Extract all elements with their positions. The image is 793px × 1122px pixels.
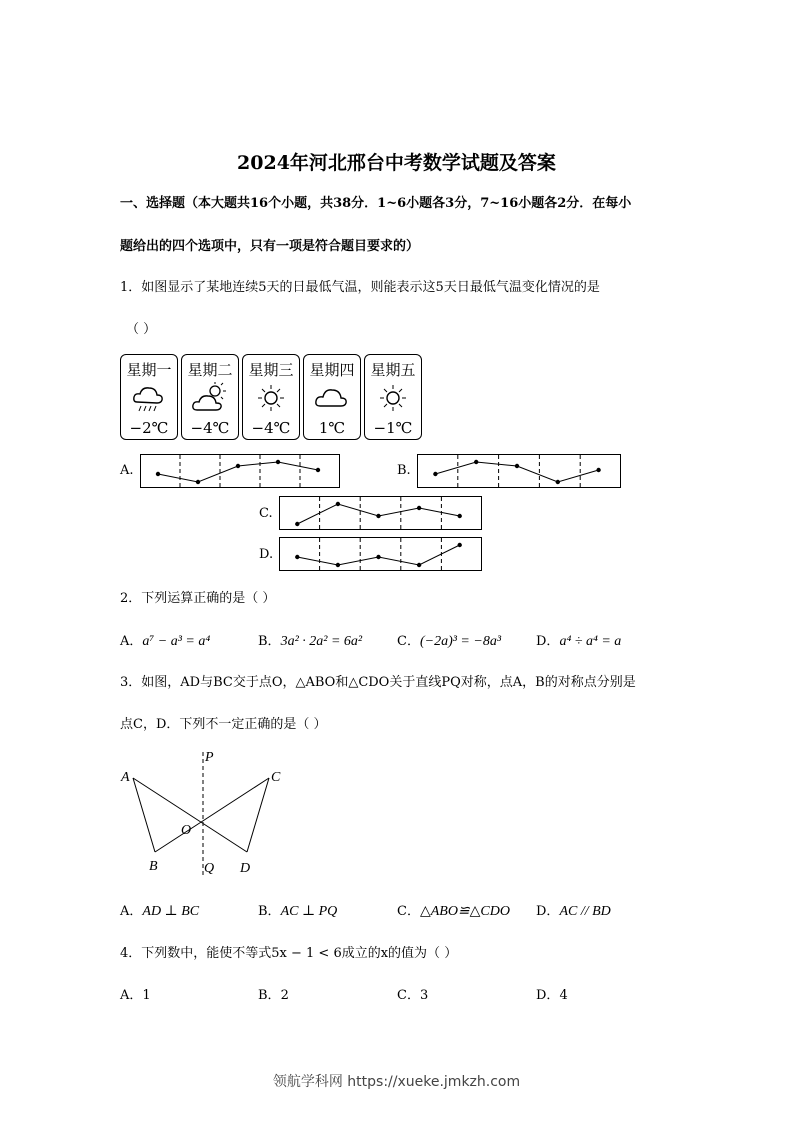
graph-point (417, 563, 421, 567)
graph-point (474, 460, 478, 464)
weather-card-3 (242, 354, 300, 440)
graph-point (236, 464, 240, 468)
q1-stem: 1．如图显示了某地连续5天的日最低气温，则能表示这5天日最低气温变化情况的是 (120, 280, 600, 295)
weather-temp: −4℃ (251, 419, 291, 437)
q1-option-c-label: C. (259, 506, 273, 521)
q4-option-d: D．4 (536, 988, 568, 1003)
q1-option-c-graph (279, 496, 482, 530)
graph-frame (280, 538, 482, 571)
q2-option-b: B．3a² · 2a² = 6a² (258, 634, 363, 649)
q1-option-a-label: A. (120, 463, 134, 478)
graph-frame (280, 497, 482, 530)
sun-icon (253, 382, 289, 414)
q2-option-c: C．(−2a)³ = −8a³ (397, 634, 502, 649)
graph-point (295, 555, 299, 559)
label-p: P (205, 750, 214, 765)
graph-point (376, 555, 380, 559)
weather-card-1 (120, 354, 178, 440)
q4-option-b: B．2 (258, 988, 289, 1003)
q1-option-a-graph (140, 454, 340, 488)
segment-ab (133, 778, 155, 852)
graph-point (156, 472, 160, 476)
weather-day: 星期三 (248, 361, 294, 379)
graph-point (596, 468, 600, 472)
q2-option-d: D．a⁴ ÷ a⁴ = a (536, 634, 622, 649)
q3-option-a: A．AD ⊥ BC (120, 904, 200, 919)
q1-answer-paren: （ ） (126, 322, 157, 337)
graph-point (316, 468, 320, 472)
sun-cloud-icon (192, 382, 228, 414)
graph-frame (141, 455, 340, 488)
weather-card-2 (181, 354, 239, 440)
weather-day: 星期二 (187, 361, 233, 379)
cloud-icon (314, 382, 350, 414)
label-b: B (149, 859, 158, 874)
weather-day: 星期一 (126, 361, 172, 379)
sun-icon (375, 382, 411, 414)
graph-point (417, 506, 421, 510)
weather-card-5 (364, 354, 422, 440)
rain-cloud-icon (131, 382, 167, 414)
graph-point (336, 563, 340, 567)
segment-cd (247, 778, 269, 852)
q2-option-a: A．a⁷ − a³ = a⁴ (120, 634, 211, 649)
q3-stem-line2: 点C，D．下列不一定正确的是（ ） (120, 717, 327, 732)
section-heading-line1: 一、选择题（本大题共16个小题，共38分．1~6小题各3分，7~16小题各2分．在每小 (120, 196, 632, 211)
q1-option-b-graph (417, 454, 621, 488)
label-a: A (121, 770, 130, 785)
graph-point (376, 514, 380, 518)
graph-point (433, 472, 437, 476)
graph-frame (418, 455, 621, 488)
footer-watermark: 领航学科网 https://xueke.jmkzh.com (272, 1074, 521, 1090)
segment-cb (155, 778, 269, 852)
graph-point (458, 514, 462, 518)
label-c: C (271, 770, 281, 785)
label-q: Q (204, 861, 215, 876)
q4-option-c: C．3 (397, 988, 429, 1003)
label-o: O (181, 823, 192, 838)
q4-option-a: A．1 (120, 988, 151, 1003)
weather-temp: −1℃ (373, 419, 413, 437)
weather-temp: −4℃ (190, 419, 230, 437)
weather-card-4 (303, 354, 361, 440)
graph-point (458, 543, 462, 547)
label-d: D (240, 861, 251, 876)
weather-day: 星期五 (370, 361, 416, 379)
page-title: 2024年河北邢台中考数学试题及答案 (237, 152, 556, 174)
q3-stem-line1: 3．如图，AD与BC交于点O，△ABO和△CDO关于直线PQ对称，点A，B的对称点分别是 (120, 675, 636, 690)
graph-point (556, 480, 560, 484)
q1-option-b-label: B. (397, 463, 411, 478)
weather-temp: 1℃ (318, 419, 346, 437)
q3-option-c: C．△ABO≌△CDO (397, 904, 510, 919)
weather-day: 星期四 (309, 361, 355, 379)
q3-option-d: D．AC // BD (536, 904, 611, 919)
section-heading-line2: 题给出的四个选项中，只有一项是符合题目要求的） (120, 239, 420, 254)
graph-point (515, 464, 519, 468)
graph-point (295, 522, 299, 526)
q1-option-d-label: D. (259, 547, 274, 562)
q3-option-b: B．AC ⊥ PQ (258, 904, 338, 919)
graph-point (336, 502, 340, 506)
q2-stem: 2．下列运算正确的是（ ） (120, 591, 276, 606)
graph-point (196, 480, 200, 484)
weather-temp: −2℃ (129, 419, 169, 437)
graph-point (276, 460, 280, 464)
segment-ad (133, 778, 247, 852)
q3-figure (115, 748, 295, 880)
q1-option-d-graph (279, 537, 482, 571)
q4-stem: 4．下列数中，能使不等式5x − 1 < 6成立的x的值为（ ） (120, 946, 458, 961)
